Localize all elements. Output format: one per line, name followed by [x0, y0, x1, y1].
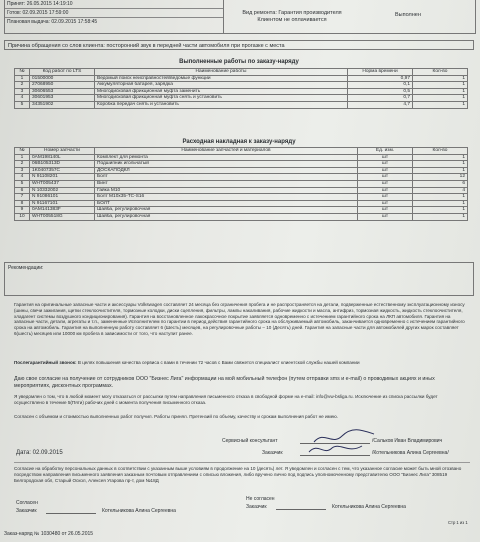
footer-agree-name: Котельникова Алина Сергеевна	[102, 508, 176, 514]
consultant-name: /Сальков Иван Владимирович	[372, 438, 443, 444]
divider	[14, 462, 470, 463]
header-dates	[5, 0, 224, 33]
works-row	[15, 101, 468, 108]
parts-cell: шт	[358, 174, 413, 181]
callback-block	[14, 360, 469, 366]
client-note: Клиентом не оплачивается	[257, 16, 327, 23]
parts-row	[15, 194, 468, 201]
works-cell: 30606553	[30, 88, 95, 95]
works-cell: 0,7	[348, 95, 413, 102]
header-block	[4, 0, 476, 34]
parts-col-qty: Кол-во	[413, 148, 468, 155]
works-cell: 1	[413, 95, 468, 102]
client-reason: Причина обращения со слов клиента: посторонний звук в передней части автомобиля при прогазке с места	[4, 40, 474, 50]
parts-cell: ДОСКАПОДКЛ	[95, 167, 358, 174]
works-row	[15, 88, 468, 95]
parts-title: Расходная накладная к заказу-наряду	[182, 139, 296, 145]
parts-cell: N 10332002	[30, 187, 95, 194]
parts-cell: 1K0407357C	[30, 167, 95, 174]
remarks-label: Рекомендации:	[8, 265, 44, 271]
footer-disagree-label: Не согласен	[246, 496, 275, 502]
warranty-text: Гарантия на оригинальные запасные части и аксессуары Volkswagen составляет 24 месяца без ограничения пробега и не распространяется на детали, подверженные естественному эксплуатационному износу (шины, свечи зажигания, щетки стеклоочистителя, тормозные колодки, диски сцепления, фильтры, лампы накаливания, рабочие жидкости и масла, антифриз, тормозная жидкость, жидкость стеклоочистителя, хладагент системы воздушного кондиционирования). Гарантия на восстановленное лакокрасочное покрытие заявляется одновременно с истечением гарантийного срока на ЛКП автомобиля. Гарантия на запасные части, детали, агрегаты и т.п., замененные Исполнителем по гарантии в период действия гарантийного срока на обслуживаемый автомобиль, заканчивается одновременно с истечением гарантийного срока на автомобиль. Гарантия на выполненную работу составляет 6 (Шесть) месяцев, на регулировочные работы – 10 (Десять) дней. Гарантия на запасные части для автомобилей других марок составляет 6(шесть) месяцев или 10000 км пробега в зависимости от того, что наступит ранее.	[14, 302, 465, 336]
parts-col-num: №	[15, 148, 30, 155]
footer-disagree-name: Котельникова Алина Сергеевна	[332, 504, 406, 510]
works-row	[15, 82, 468, 89]
parts-cell: Шайба, регулировочная	[95, 213, 358, 220]
parts-row	[15, 213, 468, 220]
parts-cell: 1	[413, 167, 468, 174]
footer-disagree-line	[276, 509, 326, 510]
parts-cell: шт	[358, 200, 413, 207]
parts-cell: Болт	[95, 174, 358, 181]
works-col-code: Код работ по LTS	[30, 69, 95, 76]
repair-type	[227, 10, 357, 23]
parts-cell: Подшипник игольчатый	[95, 161, 358, 168]
parts-cell: 0AM141383F	[30, 207, 95, 214]
agree-text: Согласен с объемом и стоимостью выполненных работ получил. Работы принял. Претензий по объему, качеству и срокам выполнения работ не имею.	[14, 414, 338, 419]
order-status: Выполнен	[395, 12, 421, 18]
parts-cell: Шайба, регулировочная	[95, 207, 358, 214]
works-cell: 01500000	[30, 75, 95, 82]
works-col-num: №	[15, 69, 30, 76]
works-cell: 0,1	[348, 82, 413, 89]
document-date: Дата: 02.09.2015	[16, 450, 63, 456]
consultant-label: Сервисный консультант	[222, 438, 278, 444]
repair-type-label: Вид ремонта: Гарантия производителя	[242, 10, 342, 16]
parts-cell: 06B105313D	[30, 161, 95, 168]
consent-footer	[14, 482, 470, 520]
customer-name: /Котельникова Алина Сергеевна/	[372, 450, 449, 456]
works-cell: 1	[15, 75, 30, 82]
parts-cell: шт	[358, 161, 413, 168]
works-cell: 4	[15, 95, 30, 102]
parts-cell: Винт	[95, 180, 358, 187]
parts-col-code: Номер запчасти	[30, 148, 95, 155]
parts-cell: 8	[15, 200, 30, 207]
parts-cell: БОЛТ	[95, 200, 358, 207]
works-col-qty: Кол-во	[413, 69, 468, 76]
parts-cell: шт	[358, 167, 413, 174]
parts-row	[15, 174, 468, 181]
footer-agree-label: Согласен	[16, 500, 38, 506]
customer-label: Заказчик	[262, 450, 283, 456]
works-cell: 1	[413, 88, 468, 95]
parts-cell: Комплект для ремонта	[95, 154, 358, 161]
parts-cell: 6	[15, 187, 30, 194]
parts-cell: Болт М10х35-ТС-S16	[95, 194, 358, 201]
order-reference: Заказ-наряд № 1030480 от 26.05.2015	[4, 531, 94, 537]
parts-cell: шт	[358, 187, 413, 194]
parts-cell: 1	[413, 161, 468, 168]
works-cell: 2	[15, 82, 30, 89]
parts-row	[15, 207, 468, 214]
parts-cell: шт	[358, 180, 413, 187]
parts-cell: 1	[413, 200, 468, 207]
parts-cell: Гайка М10	[95, 187, 358, 194]
works-cell: Аккумуляторная батарея, зарядка	[95, 82, 348, 89]
personal-data-text: Согласие на обработку персональных данных в соответствии с указанным выше условиям в продолжение на 10 (десять) лет. Я уведомлен и согласен с тем, что указанное согласие может быть мной отозвано посредством направления письменного заявления заказным почтовым отправлением с описью вложения, либо вручено лично под подпись уполномоченному представителю ООО "Бизнес Лига" 308519 Белгородская обл, Старый Оскол, Алексея Угарова пр-т, дом №18Д	[14, 466, 462, 483]
customer-signature	[306, 440, 366, 458]
parts-cell: 1	[413, 154, 468, 161]
works-row	[15, 95, 468, 102]
parts-cell: шт	[358, 154, 413, 161]
works-cell: Многодисковая фрикционная муфта заменить	[95, 88, 348, 95]
page-number: Стр 1 из 1	[448, 520, 468, 525]
parts-cell: 1	[413, 194, 468, 201]
parts-cell: 1	[413, 207, 468, 214]
parts-cell: 7	[15, 194, 30, 201]
ready-date: Готов: 02.09.2015 17:59:00	[5, 9, 223, 18]
parts-cell: WHT005437	[30, 180, 95, 187]
works-cell: Многодисковая фрикционная муфта снять и установить	[95, 95, 348, 102]
callback-label: Послегарантийный звонок:	[14, 360, 77, 365]
parts-cell: шт	[358, 213, 413, 220]
planned-date: Плановая выдача: 02.09.2015 17:58:45	[7, 19, 98, 25]
works-cell: 1	[413, 101, 468, 108]
parts-cell: 10	[15, 213, 30, 220]
works-cell: 27068950	[30, 82, 95, 89]
works-cell: 30601953	[30, 95, 95, 102]
parts-row	[15, 200, 468, 207]
works-cell: 1	[413, 75, 468, 82]
parts-cell: N 91108201	[30, 174, 95, 181]
parts-cell: 6	[413, 180, 468, 187]
parts-cell: 3	[15, 167, 30, 174]
footer-agree-customer: Заказчик	[16, 508, 37, 514]
parts-col-unit: Ед. изм.	[358, 148, 413, 155]
parts-row	[15, 180, 468, 187]
parts-col-name: Наименование запчастей и материалов	[95, 148, 358, 155]
parts-cell: WHT005518G	[30, 213, 95, 220]
works-row	[15, 75, 468, 82]
works-cell: 0,5	[348, 88, 413, 95]
parts-cell: 4	[413, 187, 468, 194]
parts-table	[14, 147, 468, 221]
sms-consent: Даю свое согласие на получение от сотрудников ООО "Бизнес Лига" информации на мой мобильный телефон (путем отправки sms и e-mail) о проводимых акциях и иных мероприятиях, дисконтных программах.	[14, 376, 435, 389]
parts-cell: 1	[413, 213, 468, 220]
remarks-box	[4, 262, 474, 296]
works-cell: 34351902	[30, 101, 95, 108]
parts-cell: 2	[15, 161, 30, 168]
parts-row	[15, 187, 468, 194]
refusal-text: Я уведомлен о том, что в любой момент могу отказаться от рассылки путем направления письменного отказа в свободной форме на e-mail: info@vw-bsliga.ru. Исключение из списка рассылки будет осуществлено в течение 5(Пяти) рабочих дней с момента получения письменного отказа.	[14, 394, 438, 405]
parts-row	[15, 161, 468, 168]
parts-cell: 4	[15, 174, 30, 181]
works-cell: Коробка передач снять и установить	[95, 101, 348, 108]
works-title: Выполненные работы по заказу-наряду	[179, 59, 299, 65]
parts-cell: 9	[15, 207, 30, 214]
works-cell: 1	[413, 82, 468, 89]
works-cell: 4,7	[348, 101, 413, 108]
works-col-norm: Норма времени	[348, 69, 413, 76]
parts-cell: 12	[413, 174, 468, 181]
parts-row	[15, 154, 468, 161]
works-cell: Ведомый поиск неисправностей/ведомые функции	[95, 75, 348, 82]
parts-cell: N 91086101	[30, 194, 95, 201]
works-table	[14, 68, 468, 109]
parts-cell: 5	[15, 180, 30, 187]
works-cell: 5	[15, 101, 30, 108]
accepted-date: Принят: 26.05.2015 14:19:10	[5, 0, 223, 9]
footer-disagree-customer: Заказчик	[246, 504, 267, 510]
works-col-name: Наименование работы	[95, 69, 348, 76]
parts-header-row	[15, 148, 468, 155]
parts-cell: 1	[15, 154, 30, 161]
works-header-row	[15, 69, 468, 76]
parts-cell: 0AM198140L	[30, 154, 95, 161]
parts-cell: N 91167101	[30, 200, 95, 207]
parts-row	[15, 167, 468, 174]
works-cell: 3	[15, 88, 30, 95]
callback-text: В целях повышения качества сервиса с вами в течении 72 часов с Вами свяжется специалист клиентской службы нашей компании	[77, 360, 360, 365]
parts-cell: шт	[358, 207, 413, 214]
works-cell: 0,97	[348, 75, 413, 82]
parts-cell: шт	[358, 194, 413, 201]
footer-agree-line	[46, 513, 96, 514]
